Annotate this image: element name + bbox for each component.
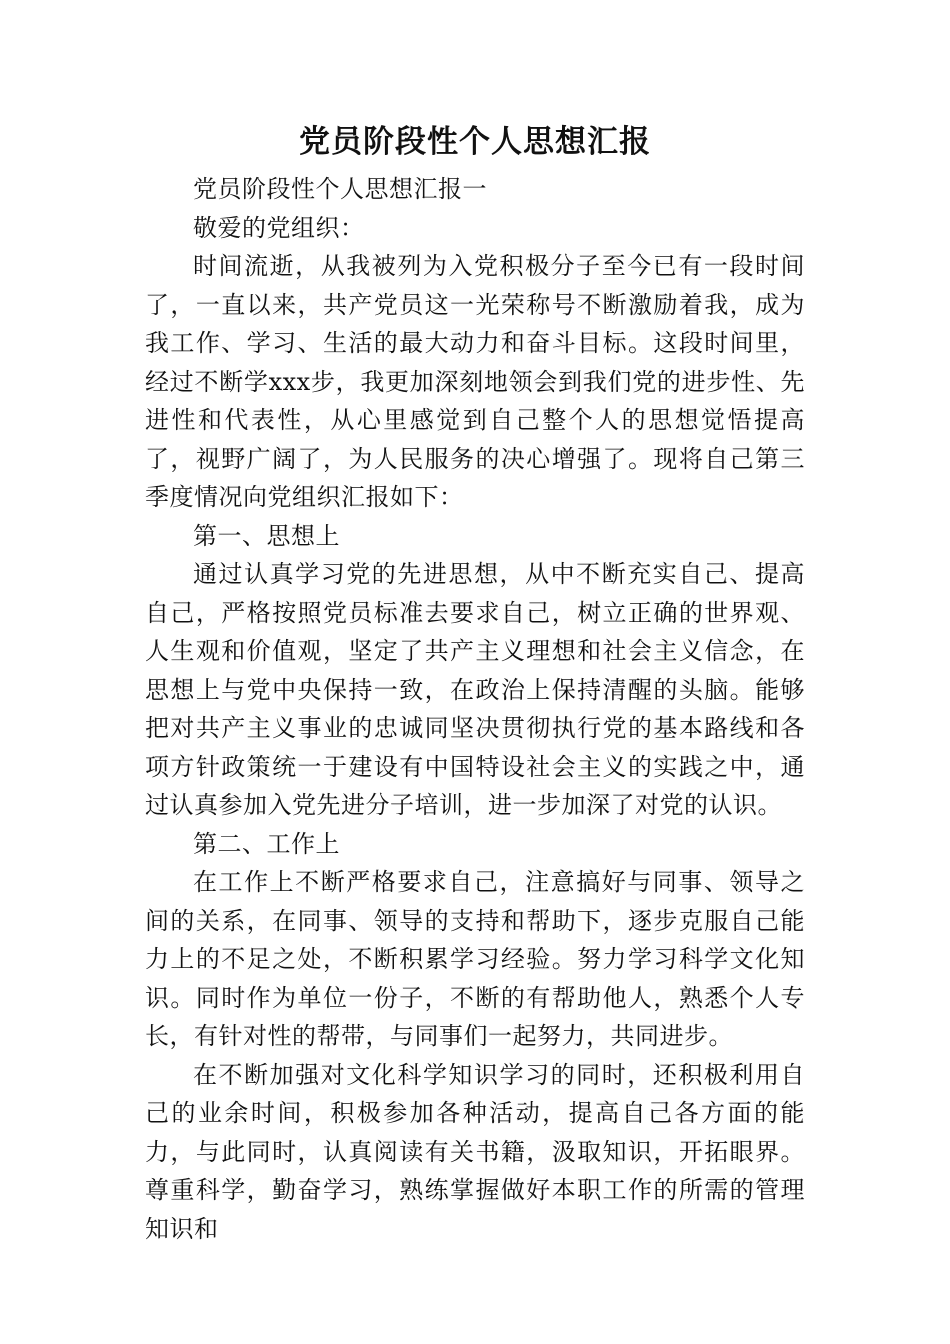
salutation-paragraph: 敬爱的党组织： — [193, 213, 365, 242]
subtitle-paragraph: 党员阶段性个人思想汇报一 — [193, 175, 487, 203]
intro-paragraph: 时间流逝，从我被列为入党积极分子至今已有一段时间了，一直以来，共产党员这一光荣称号不断激励着我，成为我工作、学习、生活的最大动力和奋斗目标。这段时间里，经过不断学xxx步，我更加深刻地领会到我们党的进步性、先进性和代表性，从心里感觉到自己整个人的思想觉悟提高了，视野广阔了，为人民服务的决心增强了。现将自己第三季度情况向党组织汇报如下： — [145, 252, 805, 511]
work-paragraph: 在工作上不断严格要求自己，注意搞好与同事、领导之间的关系，在同事、领导的支持和帮助下，逐步克服自己能力上的不足之处，不断积累学习经验。努力学习科学文化知识。同时作为单位一份子，不断的有帮助他人，熟悉个人专长，有针对性的帮带，与同事们一起努力，共同进步。 — [145, 868, 805, 1050]
section-heading-thought: 第一、思想上 — [193, 521, 340, 550]
thought-paragraph: 通过认真学习党的先进思想，从中不断充实自己、提高自己，严格按照党员标准去要求自己，树立正确的世界观、人生观和价值观，坚定了共产主义理想和社会主义信念，在思想上与党中央保持一致，在政治上保持清醒的头脑。能够把对共产主义事业的忠诚同坚决贯彻执行党的基本路线和各项方针政策统一于建设有中国特设社会主义的实践之中，通过认真参加入党先进分子培训，进一步加深了对党的认识。 — [145, 560, 805, 819]
document-title: 党员阶段性个人思想汇报 — [299, 124, 651, 160]
section-heading-work: 第二、工作上 — [193, 829, 340, 858]
study-paragraph: 在不断加强对文化科学知识学习的同时，还积极利用自己的业余时间，积极参加各种活动，提高自己各方面的能力，与此同时，认真阅读有关书籍，汲取知识，开拓眼界。尊重科学，勤奋学习，熟练掌握做好本职工作的所需的管理知识和 — [145, 1060, 805, 1243]
document-page — [145, 118, 805, 1248]
